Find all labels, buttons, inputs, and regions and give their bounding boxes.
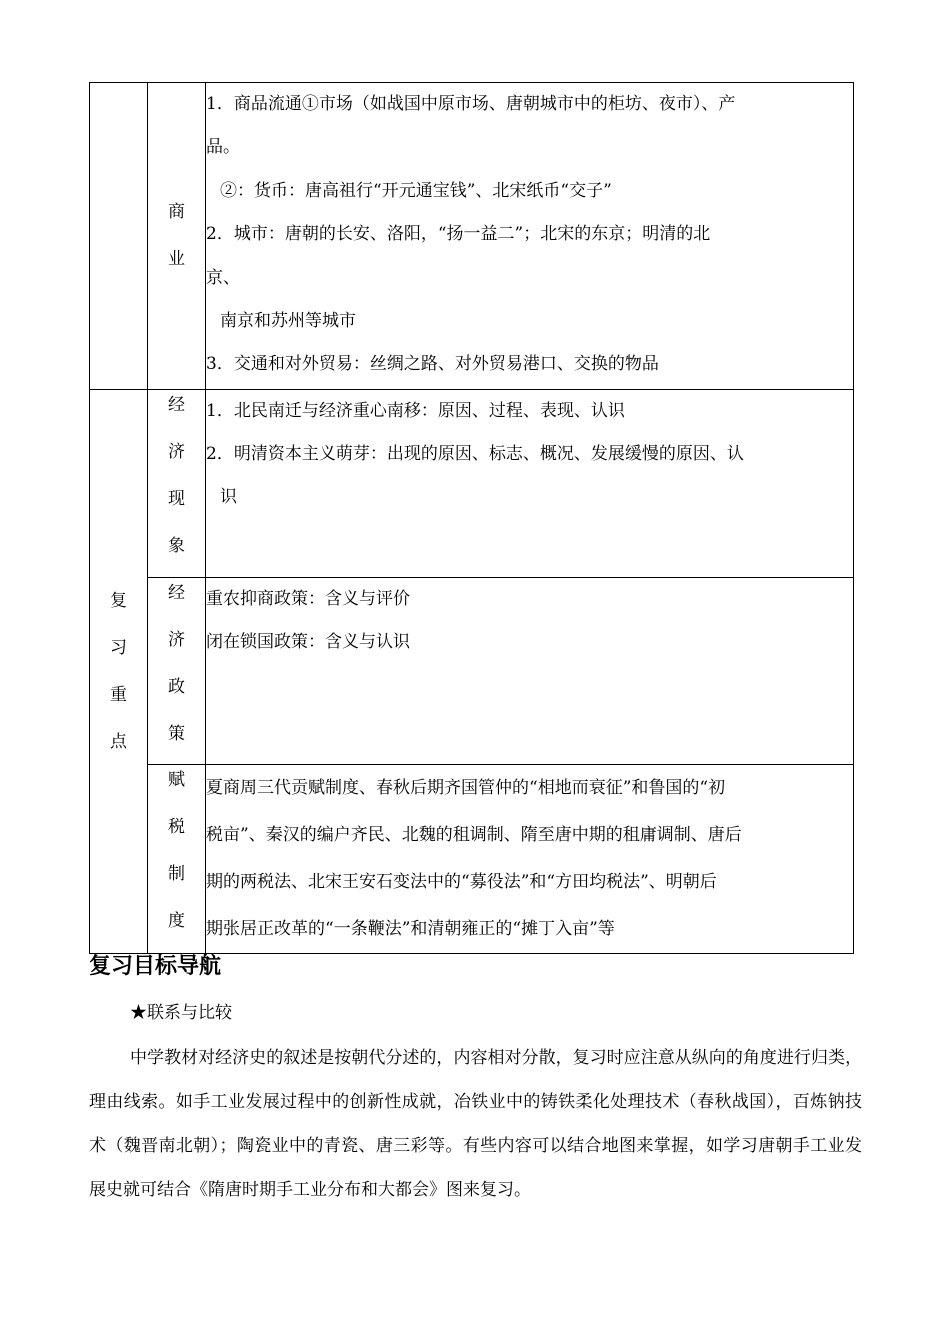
econ-policy-line-1: 重农抑商政策：含义与评价 — [206, 589, 410, 609]
commerce-line-7: 3．交通和对外贸易：丝绸之路、对外贸易港口、交换的物品 — [206, 354, 659, 375]
row-label-review-focus: 复 习 重 点 — [90, 390, 148, 954]
table-row-commerce — [90, 83, 854, 390]
econ-phenomena-line-1: 1．北民南迁与经济重心南移：原因、过程、表现、认识 — [206, 401, 625, 421]
commerce-line-4: 2．城市：唐朝的长安、洛阳，“扬一益二”；北宋的东京；明清的北 — [206, 224, 711, 245]
tax-system-content — [206, 765, 854, 954]
economy-review-table — [89, 82, 854, 954]
commerce-content — [206, 83, 854, 390]
tax-system-line-3: 期的两税法、北宋王安石变法中的“募役法”和“方田均税法”、明朝后 — [206, 872, 717, 892]
table-row-tax-system — [90, 765, 854, 954]
tax-system-line-2: 税亩”、秦汉的编户齐民、北魏的租调制、隋至唐中期的租庸调制、唐后 — [206, 825, 742, 845]
row-label-econ-phenomena: 经 济 现 象 — [148, 390, 206, 578]
econ-phenomena-line-3: 识 — [220, 487, 237, 507]
commerce-line-1: 1．商品流通①市场（如战国中原市场、唐朝城市中的柜坊、夜市）、产 — [206, 94, 736, 114]
econ-policy-content — [206, 578, 854, 765]
tax-system-line-4: 期张居正改革的“一条鞭法”和清朝雍正的“摊丁入亩”等 — [206, 919, 615, 939]
commerce-line-2: 品。 — [206, 137, 240, 158]
econ-phenomena-content — [206, 390, 854, 578]
table-row-econ-phenomena — [90, 390, 854, 578]
section-paragraph: 中学教材对经济史的叙述是按朝代分述的，内容相对分散，复习时应注意从纵向的角度进行归类，理由线索。如手工业发展过程中的创新性成就，冶铁业中的铸铁柔化处理技术（春秋战国），百炼钠技术（魏晋南北朝）；陶瓷业中的青瓷、唐三彩等。有些内容可以结合地图来掌握，如学习唐朝手工业发展史就可结合《隋唐时期手工业分布和大都会》图来复习。 — [89, 1048, 862, 1200]
table-row-econ-policy — [90, 578, 854, 765]
econ-policy-line-2: 闭在锁国政策：含义与认识 — [206, 632, 410, 652]
tax-system-line-1: 夏商周三代贡赋制度、春秋后期齐国管仲的“相地而衰征”和鲁国的“初 — [206, 778, 726, 798]
commerce-line-3: ②：货币：唐高祖行“开元通宝钱”、北宋纸币“交子” — [220, 180, 612, 201]
econ-phenomena-line-2: 2．明清资本主义萌芽：出现的原因、标志、概况、发展缓慢的原因、认 — [206, 444, 744, 464]
section-heading: 复习目标导航 — [89, 954, 222, 979]
row-label-tax-system: 赋 税 制 度 — [148, 765, 206, 954]
empty-cell — [90, 83, 148, 390]
commerce-line-6: 南京和苏州等城市 — [220, 311, 356, 332]
row-label-commerce: 商 业 — [148, 83, 206, 390]
section-subheading: ★联系与比较 — [130, 1003, 232, 1023]
commerce-line-5: 京、 — [206, 267, 240, 288]
row-label-econ-policy: 经 济 政 策 — [148, 578, 206, 765]
